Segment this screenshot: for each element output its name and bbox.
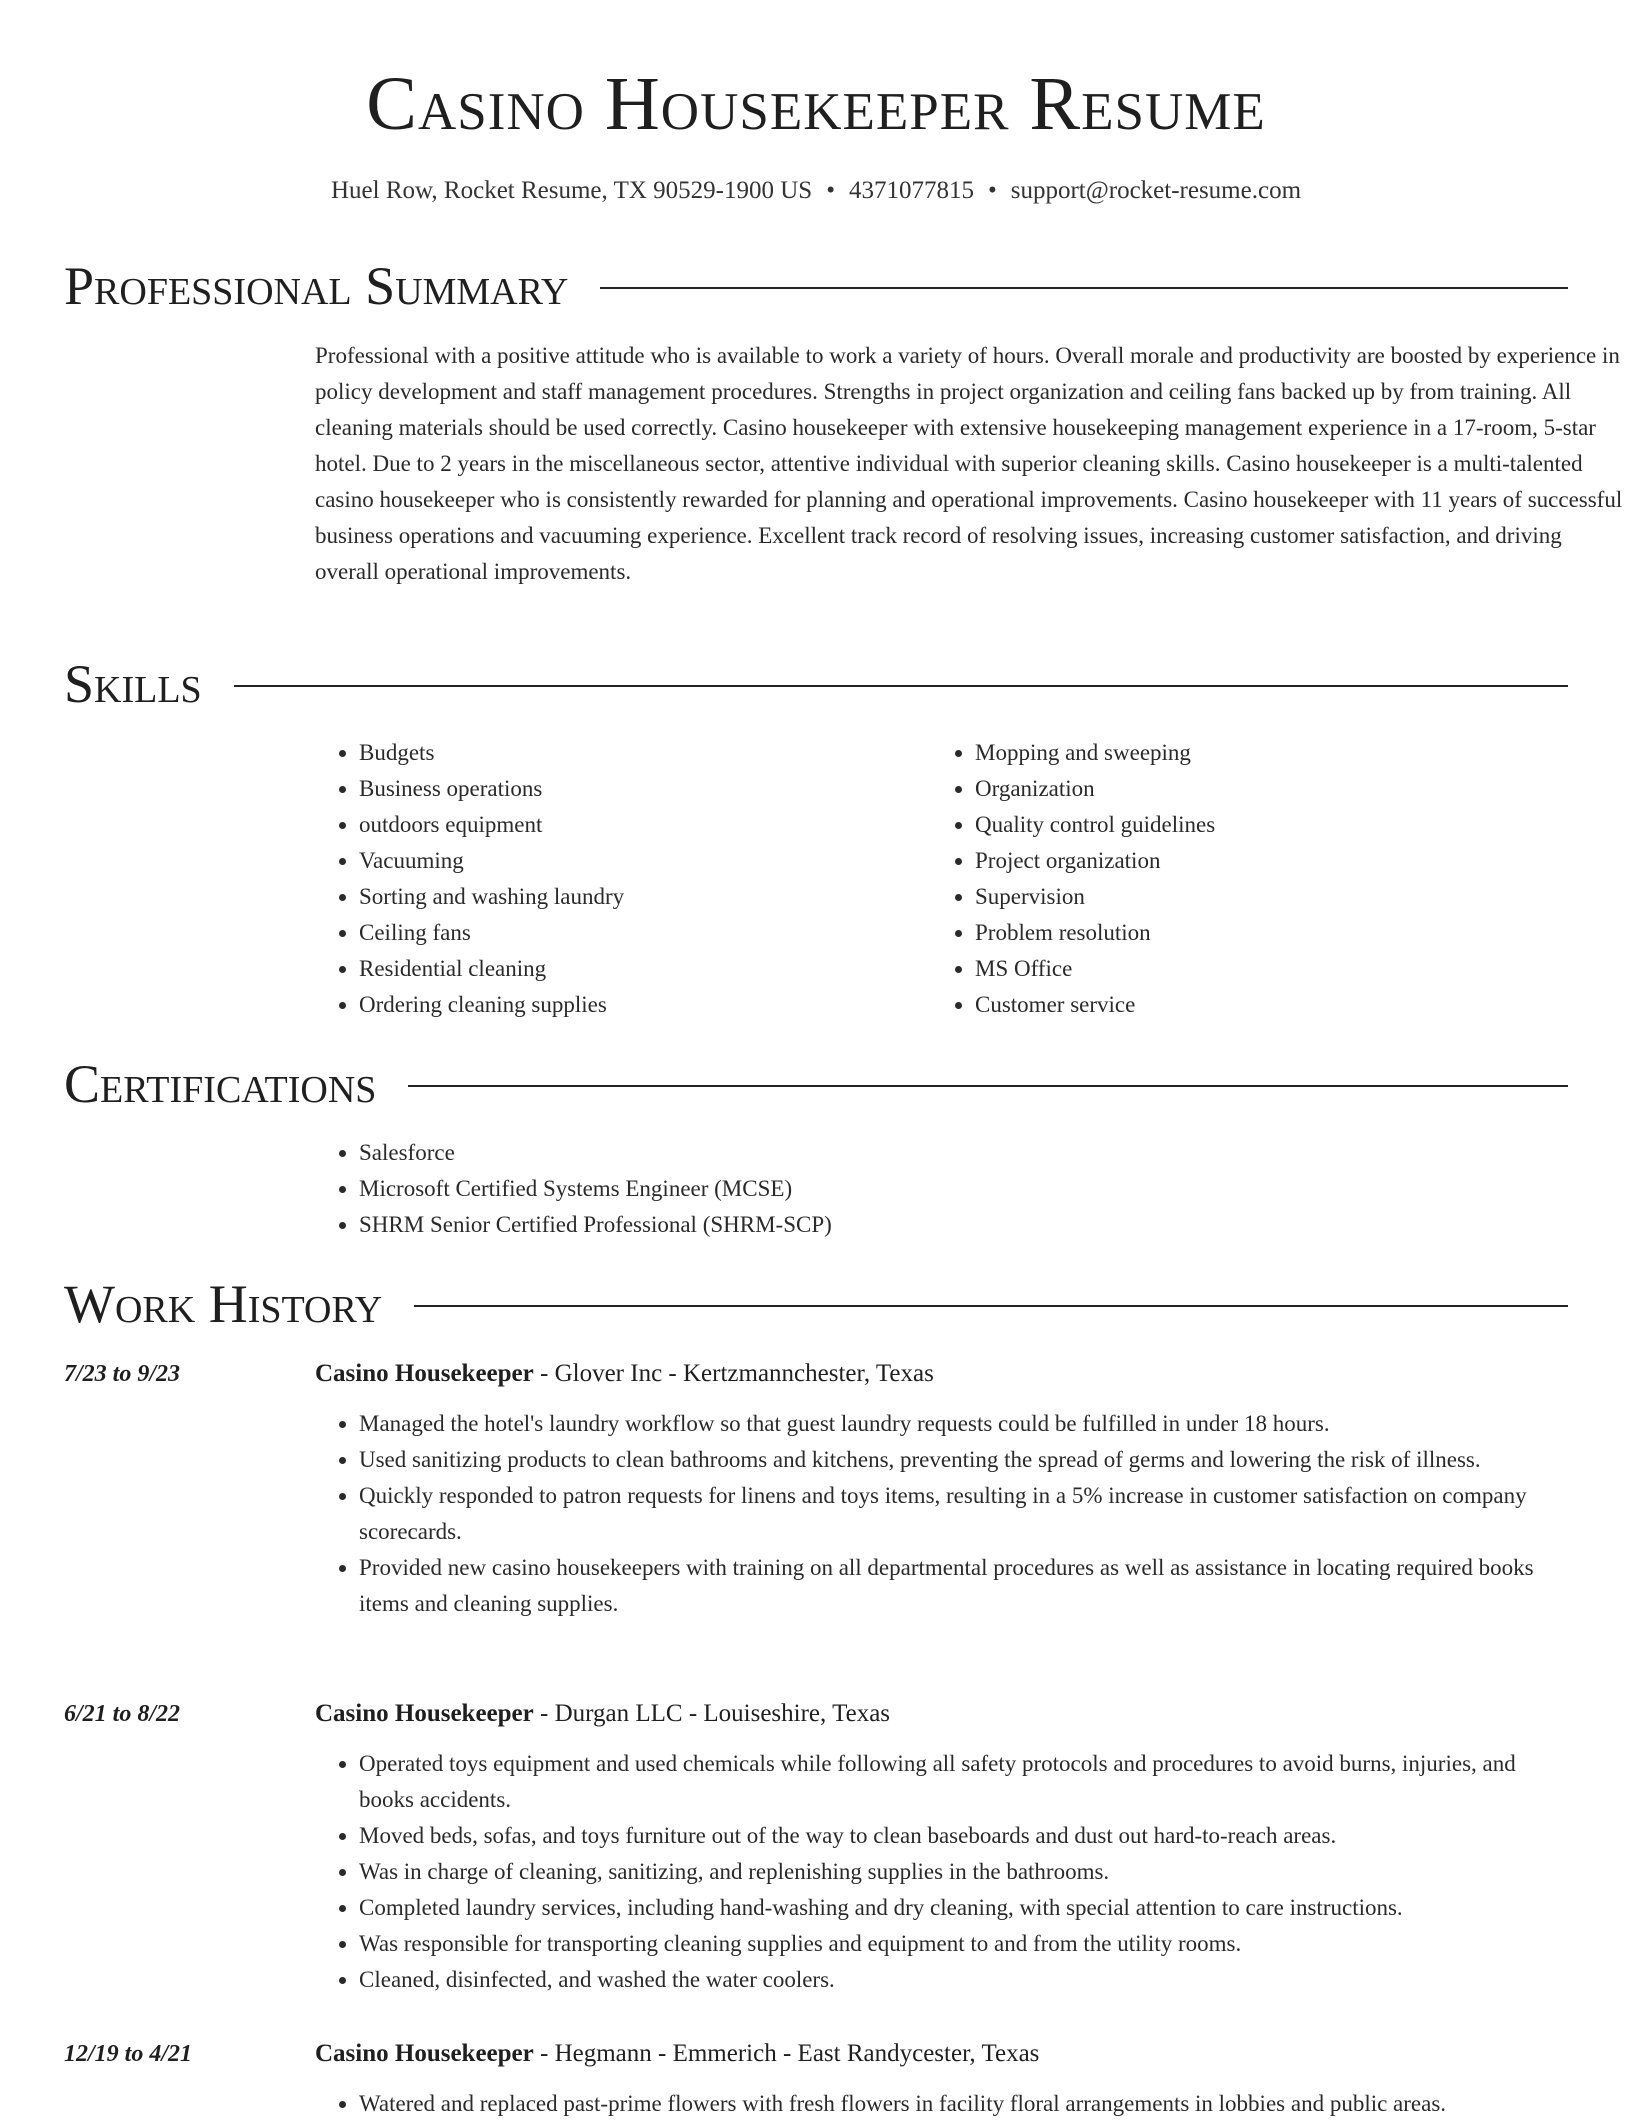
list-item: • outdoors equipment: [359, 807, 931, 843]
job-bullets: [315, 2086, 1568, 2122]
job-bullets: [315, 1746, 1568, 1998]
contact-separator: •: [987, 177, 997, 204]
contact-line: [64, 174, 1568, 208]
job-role: Casino Housekeeper: [315, 2040, 534, 2067]
skills-list-left: [315, 735, 931, 1023]
skills-column-right: [931, 735, 1547, 1023]
job-header: [315, 1356, 934, 1392]
skills-grid: [315, 735, 1568, 1023]
list-item: • Ceiling fans: [359, 915, 931, 951]
section-title-summary: [64, 254, 1568, 318]
list-item: • Budgets: [359, 735, 931, 771]
summary-text: Professional with a positive attitude who is available to work a variety of hours. Overall morale and productivity are boosted by experience in policy development and staff management procedures. Strengths in project organization and ceiling fans backed up by from training. All cleaning materials should be used correctly. Casino housekeeper with extensive housekeeping management experience in a 17-room, 5-star hotel. Due to 2 years in the miscellaneous sector, attentive individual with superior cleaning skills. Casino housekeeper is a multi-talented casino housekeeper who is consistently rewarded for planning and operational improvements. Casino housekeeper with 11 years of successful business operations and vacuuming experience. Excellent track record of resolving issues, increasing customer satisfaction, and driving overall operational improvements.: [315, 343, 1623, 584]
list-item: • Cleaned, disinfected, and washed the water coolers.: [359, 1962, 1568, 1998]
contact-address: Huel Row, Rocket Resume, TX 90529-1900 US: [330, 177, 813, 204]
job-dates: 12/19 to 4/21: [64, 2041, 193, 2067]
section-title-certifications: [64, 1052, 1568, 1116]
job-role: Casino Housekeeper: [315, 1360, 534, 1387]
section-title-work-history: [64, 1272, 1568, 1336]
section-divider: [414, 1305, 1568, 1307]
contact-separator: •: [826, 177, 835, 204]
list-item: • Problem resolution: [975, 915, 1547, 951]
section-divider: [408, 1085, 1568, 1087]
list-item: • Residential cleaning: [359, 951, 931, 987]
contact-email: support@rocket-resume.com: [1010, 177, 1302, 204]
section-title-work-history-label: Work History: [64, 1274, 383, 1334]
skills-list-right: [931, 735, 1547, 1023]
section-title-skills: [64, 652, 1568, 716]
job-header: [315, 1696, 890, 1732]
job-bullet-list: [315, 2086, 1568, 2122]
job-bullet-list: [315, 1746, 1568, 1998]
certifications-block: [315, 1135, 1568, 1243]
section-title-certifications-label: Certifications: [64, 1054, 377, 1114]
job-dates: 7/23 to 9/23: [64, 1361, 181, 1387]
section-divider: [234, 685, 1568, 687]
list-item: • Completed laundry services, including hand-washing and dry cleaning, with special attention to care instructions.: [359, 1890, 1568, 1926]
list-item: • SHRM Senior Certified Professional (SHRM-SCP): [359, 1207, 1568, 1243]
skills-column-left: [315, 735, 931, 1023]
list-item: • Microsoft Certified Systems Engineer (MCSE): [359, 1171, 1568, 1207]
list-item: • Watered and replaced past-prime flowers with fresh flowers in facility floral arrangements in lobbies and public areas.: [359, 2086, 1568, 2122]
list-item: • Business operations: [359, 771, 931, 807]
list-item: • Project organization: [975, 843, 1547, 879]
list-item: • Used sanitizing products to clean bathrooms and kitchens, preventing the spread of germs and lowering the risk of illness.: [359, 1442, 1568, 1478]
list-item: • Sorting and washing laundry: [359, 879, 931, 915]
job-role: Casino Housekeeper: [315, 1700, 534, 1727]
list-item: • Salesforce: [359, 1135, 1568, 1171]
contact-phone: 4371077815: [848, 177, 974, 204]
list-item: • Customer service: [975, 987, 1547, 1023]
resume-title: Casino Housekeeper Resume: [366, 62, 1266, 146]
job-header: [315, 2036, 1039, 2072]
list-item: • Quality control guidelines: [975, 807, 1547, 843]
list-item: • MS Office: [975, 951, 1547, 987]
list-item: • Was in charge of cleaning, sanitizing, and replenishing supplies in the bathrooms.: [359, 1854, 1568, 1890]
job-bullets: [315, 1406, 1568, 1622]
list-item: • Operated toys equipment and used chemicals while following all safety protocols and procedures to avoid burns, injuries, and books accidents.: [359, 1746, 1568, 1818]
section-divider: [600, 287, 1568, 289]
list-item: • Quickly responded to patron requests for linens and toys items, resulting in a 5% increase in customer satisfaction on company scorecards.: [359, 1478, 1568, 1550]
list-item: • Mopping and sweeping: [975, 735, 1547, 771]
job-bullet-list: [315, 1406, 1568, 1622]
job-dates: 6/21 to 8/22: [64, 1701, 181, 1727]
list-item: • Supervision: [975, 879, 1547, 915]
list-item: • Was responsible for transporting cleaning supplies and equipment to and from the utility rooms.: [359, 1926, 1568, 1962]
job-details: - Hegmann - Emmerich - East Randycester, Texas: [533, 2040, 1040, 2067]
list-item: • Organization: [975, 771, 1547, 807]
certifications-list: [315, 1135, 1568, 1243]
job-details: - Glover Inc - Kertzmannchester, Texas: [533, 1360, 934, 1387]
job-details: - Durgan LLC - Louiseshire, Texas: [533, 1700, 891, 1727]
list-item: • Managed the hotel's laundry workflow so that guest laundry requests could be fulfilled in under 18 hours.: [359, 1406, 1568, 1442]
list-item: • Ordering cleaning supplies: [359, 987, 931, 1023]
section-title-summary-label: Professional Summary: [64, 256, 569, 316]
list-item: • Provided new casino housekeepers with training on all departmental procedures as well as assistance in locating required books items and cleaning supplies.: [359, 1550, 1568, 1622]
list-item: • Vacuuming: [359, 843, 931, 879]
list-item: • Moved beds, sofas, and toys furniture out of the way to clean baseboards and dust out hard-to-reach areas.: [359, 1818, 1568, 1854]
section-title-skills-label: Skills: [64, 654, 202, 714]
